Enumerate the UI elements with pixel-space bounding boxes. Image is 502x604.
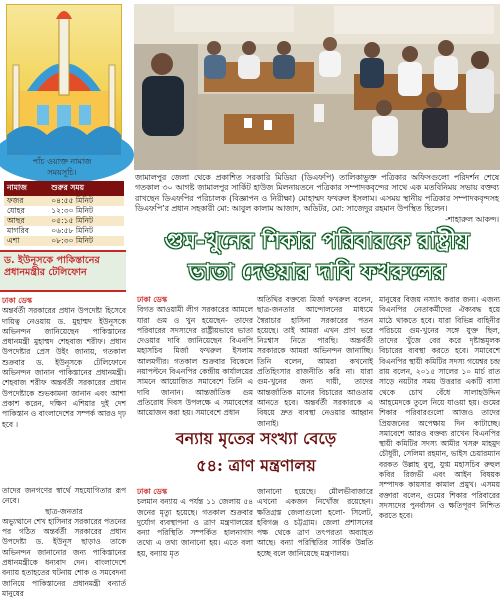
right-column	[131, 0, 502, 604]
prayer-time: ১২:৩০ মিনিট	[51, 206, 94, 215]
flood-headline-line1: বন্যায় মৃতের সংখ্যা বেড়ে	[175, 429, 337, 449]
table-row	[4, 206, 124, 216]
prayer-time: ০৬:৫৮ মিনিট	[51, 226, 94, 235]
prayer-time: ০৪:৫৫ মিনিট	[48, 196, 124, 206]
story-body-yunus-cont	[2, 486, 126, 604]
table-row	[4, 236, 124, 246]
prayer-name: আছর	[4, 216, 48, 226]
table-row	[4, 226, 124, 236]
mosque-icon	[7, 5, 121, 155]
table-row	[4, 196, 124, 206]
headline-line2: ভাতা দেওয়ার দাবি ফখরুলের	[188, 260, 446, 285]
story-text: অন্তর্বর্তী সরকারের প্রধান উপদেষ্টা হিসেবে দায়িত্ব নেওয়ায় ড. মুহাম্মদ ইউনূসকে অভিনন্দন জানিয়েছেন পাকিস্তানের প্রধানমন্ত্রী মুহাম্মদ শেহবাজ শরীফ। প্রধান উপদেষ্টার প্রেস উইং জানায়, গতকাল শুক্রবার ড. ইউনূসকে টেলিফোনে অভিনন্দন জানান পাকিস্তানের প্রধানমন্ত্রী। শেহবাজ শরীফ অন্তর্বর্তী সরকারের প্রধান উপদেষ্টাকে শুভকামনা জানান এবং আশা প্রকাশ করেন, দক্ষিণ এশিয়ার দুই দেশ পাকিস্তান ও বাংলাদেশের সম্পর্ক আরও দৃঢ় হবে ।	[2, 306, 126, 429]
story-body-yunus	[2, 296, 126, 481]
desk-label: ঢাকা ডেস্ক	[137, 295, 167, 304]
article-text: অতিথির বক্তব্যে মির্জা ফখরুল বলেন, ছাত্র-জনতার আন্দোলনের মাধ্যমে স্বৈরাচার হাসিনা সরকারের পতন হয়েছে। তাই আমরা এখন প্রাণ ভরে নিঃশ্বাস নিতে পারছি। অন্তর্বর্তী সরকারকে আমরা অভিনন্দন জানাচ্ছি। তিনি বলেন, আমরা কখনোই প্রতিহিংসার রাজনীতি করি না। যারা গুম-খুনের জন্য দায়ী, তাদের আন্তর্জাতিক মানের বিচারের আওতায় আনতে হবে। অন্তর্বর্তী সরকারকে এ বিষয়ে দ্রুত ব্যবস্থা নেওয়ার আহ্বান জানাই।	[257, 295, 373, 428]
desk-label: ঢাকা ডেস্ক	[137, 487, 167, 496]
col-prayer-header: নামাজ	[4, 181, 48, 196]
story-headline-yunus[interactable]: ড. ইউনূসকে পাকিস্তানের প্রধানমন্ত্রীর টেলিফোন	[0, 250, 126, 292]
photo-credit: -শাহারুল আকন্দ।	[445, 214, 499, 224]
prayer-time: ০৫:১৫ মিনিট	[48, 216, 124, 226]
flood-headline[interactable]	[137, 425, 375, 479]
story-subheading: ছাত্র-জনতার	[45, 506, 83, 516]
article-text: চলমান বন্যায় এ পর্যন্ত ১১ জেলায় ৫৪ জনের মৃত্যু হয়েছে। গতকাল শুক্রবার দুর্যোগ ব্যবস্থাপনা ও ত্রাণ মন্ত্রণালয়ের বন্যা পরিস্থিতি সম্পর্কিত হালনাগাদ তথ্যে এ তথ্য জানানো হয়। এতে বলা হয়, বন্যায় মৃত	[137, 497, 253, 558]
flood-headline-line2: ৫৪: ত্রাণ মন্ত্রণালয়	[196, 456, 316, 476]
flood-column-2	[257, 487, 373, 604]
left-column	[0, 0, 128, 604]
prayer-name: মাগরিব	[7, 226, 29, 235]
prayer-times-caption	[0, 156, 124, 178]
story-text: তাদের জনগণের স্বার্থে সহযোগিতার রূপ নেবে।	[2, 486, 126, 506]
prayer-name: এশা	[4, 236, 48, 246]
mosque-illustration	[6, 4, 122, 156]
photo-image	[134, 4, 500, 170]
lead-headline[interactable]	[135, 226, 499, 288]
photo-caption	[135, 173, 499, 225]
article-column-1	[137, 295, 253, 418]
article-text: মানুষের বিজয় নস্যাৎ করার জন্য। এজন্য বিএনপির নেতাকর্মীদের ঐক্যবদ্ধ হয়ে মাঠে থাকতে হবে। যারা বিভিন্ন বাহিনীর পরিচয়ে গুম-খুনের সঙ্গে যুক্ত ছিল, তাদের খুঁজে বের করে দৃষ্টান্তমূলক বিচারের ব্যবস্থা করতে হবে। সমাবেশে বিএনপির স্থায়ী কমিটির সদস্য গয়েশ্বর চন্দ্র রায় বলেন, ২০১৫ সালের ১০ মার্চ রাত সাড়ে নয়টার সময় উত্তরার একটি বাসা থেকে চোখ বেঁধে সালাহউদ্দিন আহমেদকে তুলে নিয়ে যাওয়া হয়। গুমের শিকার পরিবারগুলো আজও তাদের প্রিয়জনের অপেক্ষায় দিন কাটাচ্ছে। সমাবেশে আরও বক্তব্য রাখেন বিএনপির স্থায়ী কমিটির সদস্য আমীর খসরু মাহমুদ চৌধুরী, সেলিমা রহমান, ভাইস চেয়ারম্যান বরকত উল্লাহ বুলু, যুগ্ম মহাসচিব রুহুল কবির রিজভী এবং আইন বিষয়ক সম্পাদক কায়সার কামাল প্রমুখ। এসময় বক্তারা বলেন, গুমের শিকার পরিবারের সদস্যদের পুনর্বাসন ও ক্ষতিপূরণ নিশ্চিত করতে হবে।	[379, 295, 500, 521]
prayer-caption-line2: সময়সূচি।	[47, 168, 77, 177]
prayer-time: ০৮:৩০ মিনিট	[48, 236, 124, 246]
headline-line1: গুম-খুনের শিকার পরিবারকে রাষ্ট্রীয়	[164, 229, 470, 254]
article-column-3	[379, 295, 500, 604]
prayer-name: ফজর	[4, 196, 48, 206]
story-text: অভ্যুত্থানে শেখ হাসিনার সরকারের পতনের পর গঠিত অন্তর্বর্তী সরকারের প্রধান উপদেষ্টা ড. ইউনূস ছাড়াও তাকে অভিনন্দন জানানোর জন্য পাকিস্তানের প্রধানমন্ত্রীকে ধন্যবাদ দেন। বাংলাদেশে বন্যায় হতাহতের ঘটনায় শোক ও সমবেদনা জানিয়ে পাকিস্তানের প্রধানমন্ত্রী বন্যার্ত মানুষের	[2, 516, 126, 598]
table-row	[4, 216, 124, 226]
article-column-2	[257, 295, 373, 427]
prayer-times-table	[4, 181, 124, 246]
prayer-caption-line1: পাঁচ ওয়াক্ত নামাজ	[32, 157, 92, 166]
article-text: বিগত আওয়ামী লীগ সরকারের আমলে যারা গুম ও খুন হয়েছেন- তাদের পরিবারের সদস্যদের রাষ্ট্রীয়ভাবে ভাতা দেওয়ার দাবি জানিয়েছেন বিএনপি মহাসচিব মির্জা ফখরুল ইসলাম আলমগীর। গতকাল শুক্রবার বিকেলে নয়াপল্টনে বিএনপির কেন্দ্রীয় কার্যালয়ের সামনে আয়োজিত সমাবেশে তিনি এ দাবি জানান। আন্তর্জাতিক গুম প্রতিরোধ দিবস উপলক্ষে এ সমাবেশের আয়োজন করা হয়। সমাবেশে প্রধান	[137, 305, 253, 418]
caption-text: জামালপুর জেলা থেকে প্রকাশিত সরকারি মিডিয়া (ডিএফপি) তালিকাভুক্ত পত্রিকার অফিসগুলো পরিদর্শন শেষে গতকাল ৩০ আগষ্ট জামালপুর সার্কিট হাউজ মিলনায়তনে পত্রিকার সম্পাদকবৃন্দের সাথে এক মতবিনিময় সভায় বক্তব্য রাখছেন ডিএফপির পরিচালক (বিজ্ঞাপন ও নিরীক্ষা) মোহাম্মদ ফখরুল ইসলাম। এসময় স্থানীয় পত্রিকার সম্পাদকবৃন্দসহ ডিএফপি’র প্রধান সহকারী মো: আবুল কালাম আজাদ, অডিটর, মো: সাজেদুর রহমান উপস্থিত ছিলেন।	[135, 173, 499, 214]
meeting-photo	[134, 4, 500, 170]
desk-label: ঢাকা ডেস্ক	[2, 296, 32, 305]
article-text: জানানো হয়েছে। মৌলভীবাজারে এখনো একজন নিখোঁজ রয়েছেন। ক্ষতিগ্রস্ত জেলাগুলো হলো- সিলেট, হবিগঞ্জ ও চট্টগ্রাম। জেলা প্রশাসনের পক্ষ থেকে ত্রাণ তৎপরতা অব্যাহত আছে। বন্যা পরিস্থিতির সার্বিক উন্নতি হচ্ছে বলে জানিয়েছে মন্ত্রণালয়।	[257, 487, 373, 558]
flood-column-1	[137, 487, 253, 604]
col-time-header: শুরুর সময়	[48, 181, 124, 196]
prayer-name: যোহর	[7, 206, 25, 215]
